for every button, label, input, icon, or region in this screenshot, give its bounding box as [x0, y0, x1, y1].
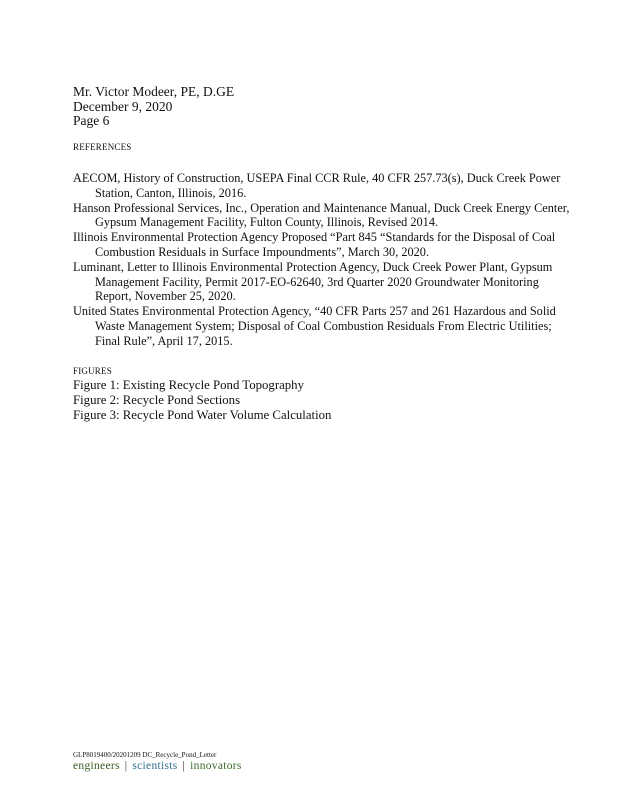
- recipient-line: Mr. Victor Modeer, PE, D.GE: [73, 84, 235, 99]
- date-line: December 9, 2020: [73, 98, 173, 114]
- figure-item: Figure 3: Recycle Pond Water Volume Calculation: [73, 408, 332, 422]
- company-tagline: [73, 760, 242, 772]
- reference-item: Hanson Professional Services, Inc., Operation and Maintenance Manual, Duck Creek Energy Center, Gypsum Management Facility, Fulton County, Illinois, Revised 2014.: [73, 200, 570, 230]
- references-list: [73, 171, 573, 349]
- document-code: GLP8019400/20201209 DC_Recycle_Pond_Letter: [73, 751, 217, 759]
- tagline-engineers: engineers: [73, 760, 120, 772]
- reference-item: AECOM, History of Construction, USEPA Final CCR Rule, 40 CFR 257.73(s), Duck Creek Power Station, Canton, Illinois, 2016.: [73, 171, 561, 200]
- tagline-innovators: innovators: [190, 760, 242, 772]
- references-heading: REFERENCES: [73, 142, 132, 152]
- tagline-scientists: scientists: [132, 760, 178, 772]
- figures-heading: FIGURES: [73, 366, 112, 376]
- reference-item: United States Environmental Protection Agency, “40 CFR Parts 257 and 261 Hazardous and Solid Waste Management System; Disposal of Coal Combustion Residuals From Electric Utilities; Final Rule”, April 17, 2015.: [73, 304, 556, 348]
- reference-item: Illinois Environmental Protection Agency Proposed “Part 845 “Standards for the Disposal of Coal Combustion Residuals in Surface Impoundments”, March 30, 2020.: [73, 230, 556, 259]
- figure-item: Figure 1: Existing Recycle Pond Topography: [73, 378, 304, 392]
- tagline-separator: |: [182, 760, 186, 772]
- address-block: [73, 85, 234, 129]
- figures-list: [73, 378, 331, 423]
- reference-item: Luminant, Letter to Illinois Environmental Protection Agency, Duck Creek Power Plant, Gypsum Management Facility, Permit 2017-EO-62640, 3rd Quarter 2020 Groundwater Monitoring Report, November 25, 2020.: [73, 259, 553, 304]
- tagline-separator: |: [124, 760, 128, 772]
- figure-item: Figure 2: Recycle Pond Sections: [73, 393, 241, 407]
- page-number: Page 6: [73, 113, 110, 128]
